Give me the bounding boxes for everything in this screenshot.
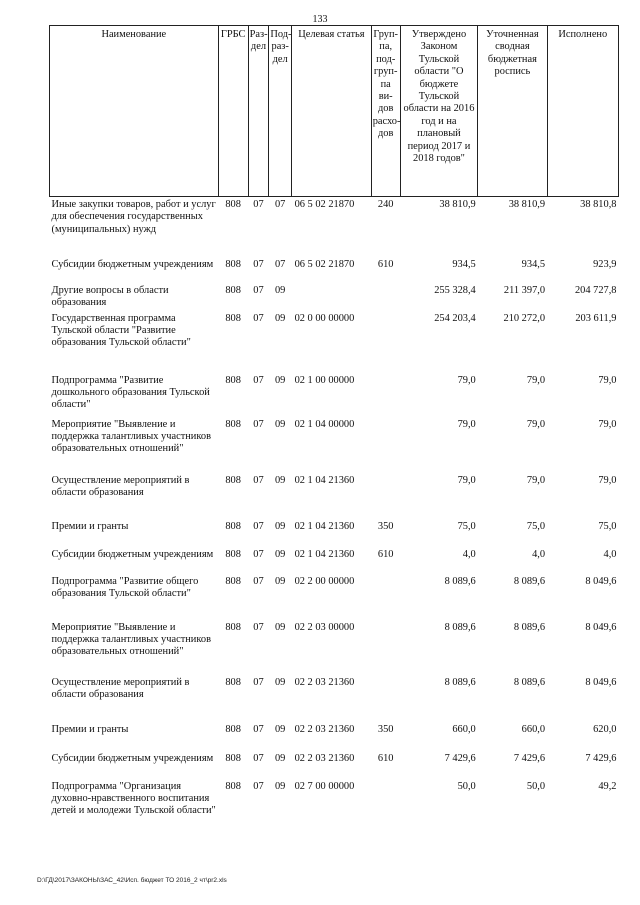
table-row (50, 751, 619, 779)
page-number: 133 (312, 14, 328, 25)
row-vid-rashodov: 350 (377, 520, 394, 532)
row-cel-statya: 02 7 00 00000 (294, 780, 355, 792)
row-name: Осуществление мероприятий в области образования (51, 474, 190, 498)
row-ispolneno: 38 810,8 (580, 199, 617, 210)
row-utverzhdeno: 8 089,6 (444, 621, 476, 633)
row-podrazdel: 09 (274, 418, 286, 430)
row-ispolneno: 203 611,9 (575, 312, 617, 324)
row-ispolneno: 49,2 (598, 780, 617, 792)
row-razdel: 07 (253, 374, 264, 386)
row-name: Подпрограмма "Развитие общего образования Тульской области" (51, 575, 199, 599)
row-utochnennaya: 79,0 (526, 474, 546, 486)
row-ispolneno: 79,0 (598, 474, 617, 486)
row-grbs: 808 (225, 780, 241, 792)
row-utochnennaya: 210 272,0 (503, 312, 546, 324)
header-razdel: Раз-дел (248, 26, 269, 197)
header-vid-rashodov: Груп-па, под-груп-па ви-дов расхо-дов (371, 26, 400, 197)
row-name: Подпрограмма "Организация духовно-нравственного воспитания детей и молодежи Тульской области" (51, 780, 216, 817)
row-razdel: 07 (253, 780, 264, 792)
row-cel-statya: 02 2 03 00000 (294, 621, 355, 633)
header-cel-statya: Целевая статья (292, 26, 372, 197)
row-vid-rashodov: 610 (377, 258, 394, 270)
row-utochnennaya: 79,0 (526, 374, 546, 386)
row-grbs: 808 (225, 374, 241, 386)
row-vid-rashodov (371, 574, 400, 620)
row-ispolneno: 79,0 (598, 418, 617, 430)
table-header-row (50, 26, 619, 197)
row-grbs: 808 (225, 676, 241, 688)
row-ispolneno: 8 049,6 (585, 676, 617, 688)
row-utochnennaya: 8 089,6 (513, 575, 546, 587)
row-grbs: 808 (225, 621, 241, 633)
row-razdel: 07 (253, 548, 264, 560)
row-razdel: 07 (253, 575, 264, 587)
header-utverzhdeno: Утверждено Законом Тульской области "О бюджете Тульской области на 2016 год и на плановый период 2017 и 2018 годов" (400, 26, 478, 197)
row-ispolneno: 4,0 (603, 548, 617, 560)
row-razdel: 07 (253, 676, 264, 688)
row-ispolneno: 8 049,6 (585, 621, 617, 633)
row-cel-statya: 02 0 00 00000 (294, 312, 355, 324)
row-utverzhdeno: 8 089,6 (444, 676, 476, 688)
row-cel-statya: 02 2 03 21360 (294, 676, 355, 688)
table-row (50, 417, 619, 473)
row-ispolneno: 8 049,6 (585, 575, 617, 587)
table-row (50, 547, 619, 574)
row-podrazdel: 07 (274, 199, 286, 210)
row-razdel: 07 (253, 418, 264, 430)
row-utverzhdeno: 38 810,9 (439, 199, 476, 210)
row-ispolneno: 75,0 (598, 520, 617, 532)
row-vid-rashodov (371, 620, 400, 675)
row-vid-rashodov (371, 417, 400, 473)
row-podrazdel: 09 (274, 723, 286, 735)
row-cel-statya: 02 2 03 21360 (294, 723, 355, 735)
row-utverzhdeno: 79,0 (457, 374, 476, 386)
row-utverzhdeno: 255 328,4 (434, 284, 476, 296)
row-utochnennaya: 79,0 (526, 418, 546, 430)
row-grbs: 808 (225, 575, 241, 587)
row-grbs: 808 (225, 520, 241, 532)
row-name: Другие вопросы в области образования (51, 284, 169, 308)
row-vid-rashodov: 240 (377, 199, 394, 210)
table-row (50, 373, 619, 417)
row-grbs: 808 (225, 199, 241, 210)
row-vid-rashodov (371, 311, 400, 373)
row-ispolneno: 923,9 (593, 258, 617, 270)
footer-file-path: D:\ГД\2017\ЗАКОНЫ\ЗАС_42\Исп. бюджет ТО 2016_2 чт\pr2.xls (37, 877, 227, 884)
table-row (50, 574, 619, 620)
row-podrazdel: 09 (274, 752, 286, 764)
row-cel-statya: 02 1 04 00000 (294, 418, 355, 430)
row-podrazdel: 09 (274, 312, 286, 324)
row-utverzhdeno: 75,0 (457, 520, 476, 532)
row-grbs: 808 (225, 723, 241, 735)
row-cel-statya: 06 5 02 21870 (294, 258, 355, 270)
table-row (50, 311, 619, 373)
row-utverzhdeno: 79,0 (457, 474, 476, 486)
row-name: Мероприятие "Выявление и поддержка талантливых участников образовательных отношений" (51, 418, 211, 455)
row-podrazdel: 09 (274, 575, 286, 587)
row-ispolneno: 204 727,8 (574, 284, 617, 296)
row-grbs: 808 (225, 474, 241, 486)
row-podrazdel: 09 (274, 621, 286, 633)
row-razdel: 07 (253, 474, 264, 486)
row-utochnennaya: 660,0 (521, 723, 546, 735)
row-name: Иные закупки товаров, работ и услуг для обеспечения государственных (муниципальных) нужд (51, 199, 216, 235)
header-grbs: ГРБС (218, 26, 248, 197)
table-row (50, 779, 619, 839)
row-utverzhdeno: 79,0 (457, 418, 476, 430)
row-vid-rashodov (371, 473, 400, 519)
table-row (50, 675, 619, 722)
row-utochnennaya: 934,5 (521, 258, 546, 270)
row-name: Осуществление мероприятий в области образования (51, 676, 190, 700)
row-utochnennaya: 38 810,9 (508, 199, 546, 210)
row-vid-rashodov (371, 675, 400, 722)
row-utverzhdeno: 50,0 (457, 780, 476, 792)
row-grbs: 808 (225, 548, 241, 560)
row-name: Субсидии бюджетным учреждениям (51, 548, 214, 560)
row-utochnennaya: 75,0 (526, 520, 546, 532)
row-cel-statya: 02 1 00 00000 (294, 374, 355, 386)
row-utverzhdeno: 7 429,6 (444, 752, 476, 764)
row-razdel: 07 (253, 284, 264, 296)
row-podrazdel: 09 (274, 676, 286, 688)
row-razdel: 07 (253, 258, 264, 270)
row-razdel: 07 (253, 621, 264, 633)
row-cel-statya: 02 1 04 21360 (294, 474, 355, 486)
row-name: Премии и гранты (51, 520, 129, 532)
row-utochnennaya: 8 089,6 (513, 621, 546, 633)
table-body (50, 197, 619, 839)
budget-table (49, 25, 619, 839)
header-podrazdel: Под-раз-дел (269, 26, 292, 197)
row-podrazdel: 09 (274, 520, 286, 532)
header-name: Наименование (50, 26, 219, 197)
table-row (50, 257, 619, 283)
table-row (50, 283, 619, 311)
table-row (50, 722, 619, 751)
row-razdel: 07 (253, 723, 264, 735)
row-grbs: 808 (225, 258, 241, 270)
table-row (50, 197, 619, 257)
row-razdel: 07 (253, 199, 264, 210)
row-utverzhdeno: 4,0 (462, 548, 476, 560)
row-name: Мероприятие "Выявление и поддержка талантливых участников образовательных отношений" (51, 621, 211, 658)
row-ispolneno: 7 429,6 (585, 752, 617, 764)
row-razdel: 07 (253, 312, 264, 324)
row-razdel: 07 (253, 752, 264, 764)
row-cel-statya: 02 2 00 00000 (294, 575, 355, 587)
row-podrazdel: 09 (274, 284, 286, 296)
row-razdel: 07 (253, 520, 264, 532)
row-utochnennaya: 4,0 (532, 548, 546, 560)
row-podrazdel: 07 (274, 258, 286, 270)
row-utverzhdeno: 254 203,4 (434, 312, 476, 324)
row-ispolneno: 79,0 (598, 374, 617, 386)
header-ispolneno: Исполнено (547, 26, 618, 197)
table-row (50, 473, 619, 519)
row-podrazdel: 09 (274, 374, 286, 386)
row-vid-rashodov: 610 (377, 548, 394, 560)
row-podrazdel: 09 (274, 548, 286, 560)
row-utochnennaya: 211 397,0 (503, 284, 546, 296)
row-name: Государственная программа Тульской области "Развитие образования Тульской области" (51, 312, 191, 349)
row-name: Субсидии бюджетным учреждениям (51, 752, 214, 764)
row-grbs: 808 (225, 418, 241, 430)
row-utverzhdeno: 660,0 (452, 723, 476, 735)
row-name: Премии и гранты (51, 723, 129, 735)
row-podrazdel: 09 (274, 780, 286, 792)
row-utochnennaya: 7 429,6 (513, 752, 546, 764)
row-vid-rashodov (371, 283, 400, 311)
row-name: Субсидии бюджетным учреждениям (51, 258, 214, 270)
row-utverzhdeno: 934,5 (452, 258, 476, 270)
row-grbs: 808 (225, 312, 241, 324)
row-vid-rashodov: 350 (377, 723, 394, 735)
row-cel-statya (292, 283, 372, 311)
header-utochnennaya: Уточненная сводная бюджетная роспись (478, 26, 547, 197)
row-vid-rashodov (371, 373, 400, 417)
row-name: Подпрограмма "Развитие дошкольного образования Тульской области" (51, 374, 210, 411)
row-cel-statya: 02 2 03 21360 (294, 752, 355, 764)
row-podrazdel: 09 (274, 474, 286, 486)
row-vid-rashodov: 610 (377, 752, 394, 764)
row-utochnennaya: 8 089,6 (513, 676, 546, 688)
row-utverzhdeno: 8 089,6 (444, 575, 476, 587)
row-vid-rashodov (371, 779, 400, 839)
row-cel-statya: 02 1 04 21360 (294, 520, 355, 532)
row-grbs: 808 (225, 752, 241, 764)
row-grbs: 808 (225, 284, 241, 296)
row-ispolneno: 620,0 (593, 723, 617, 735)
row-cel-statya: 02 1 04 21360 (294, 548, 355, 560)
row-utochnennaya: 50,0 (526, 780, 546, 792)
row-cel-statya: 06 5 02 21870 (294, 199, 355, 210)
table-row (50, 519, 619, 547)
table-row (50, 620, 619, 675)
